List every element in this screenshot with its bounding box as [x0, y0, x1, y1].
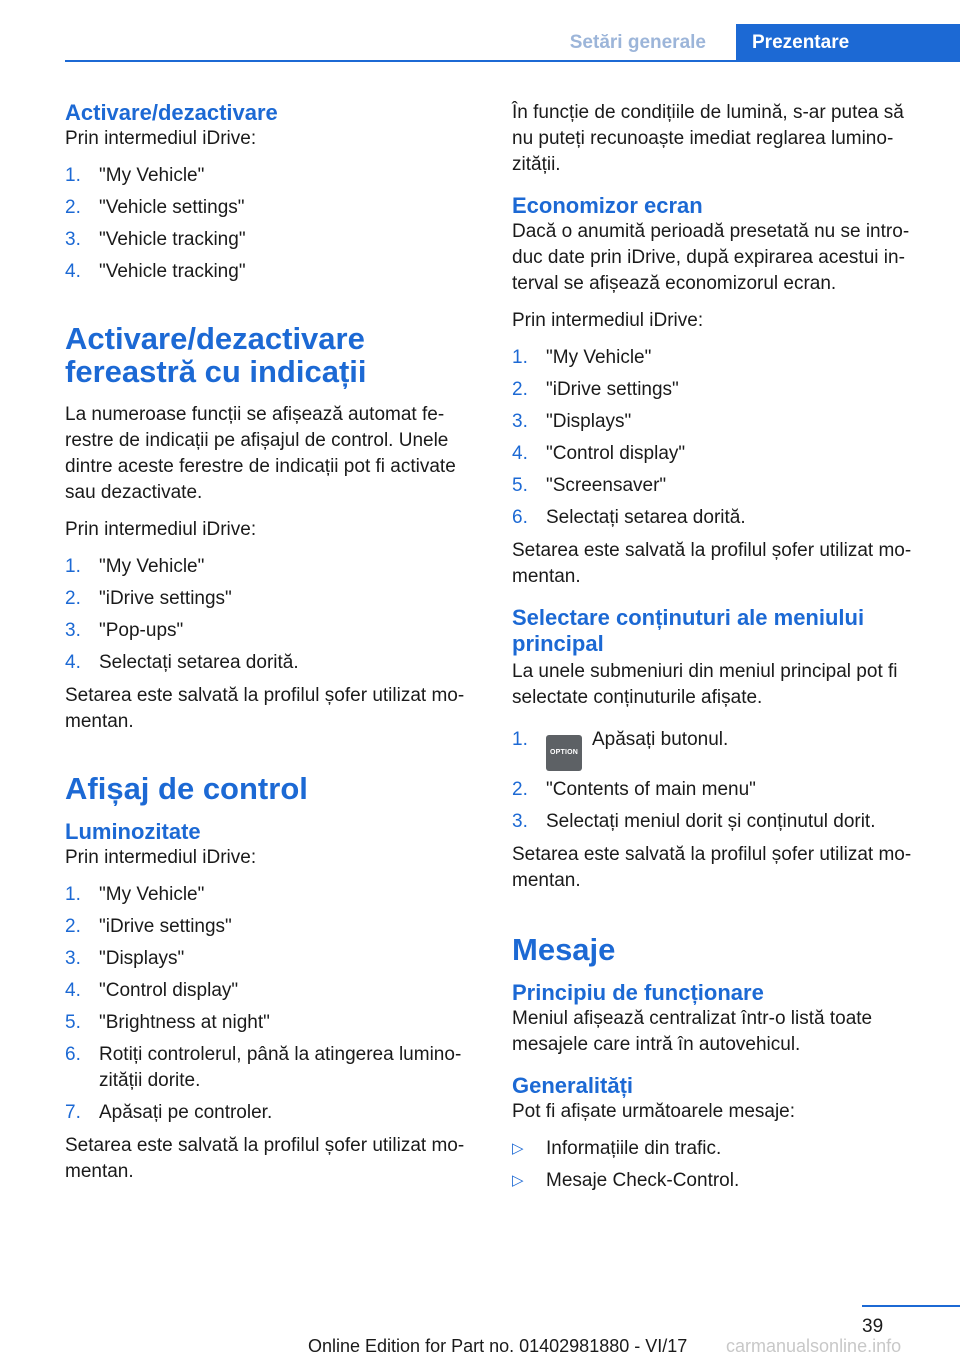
list-item: [512, 1168, 930, 1194]
steps-list-ferestre: [65, 554, 480, 676]
step-number: 3.: [65, 229, 81, 250]
edition-text: Online Edition for Part no. 01402981880 - VI/17: [308, 1336, 688, 1356]
subsection-title-principiu: Principiu de funcționare: [512, 980, 764, 1005]
section-title-afisaj: Afișaj de control: [65, 771, 308, 806]
step-number: 4.: [65, 980, 81, 1001]
list-item: [65, 618, 480, 644]
list-item: [512, 505, 930, 531]
step-text: Selectați meniul dorit și conținutul dorit.: [546, 811, 876, 832]
step-text: "My Vehicle": [99, 556, 205, 577]
step-number: 2.: [65, 588, 81, 609]
note-text: Setarea este salvată la profilul șofer utilizat momentan.: [65, 685, 465, 732]
step-number: 5.: [512, 475, 528, 496]
step-text: Rotiți controlerul, până la atingerea luminozității dorite.: [99, 1044, 462, 1091]
right-column: [512, 100, 930, 1201]
steps-list-economizor: [512, 345, 930, 531]
step-number: 1.: [65, 884, 81, 905]
description-text: La numeroase funcții se afișează automat ferestre de indicații pe afișajul de control. Unele dintre aceste ferestre de indicații pot fi activate sau dezactivate.: [65, 404, 456, 503]
left-column: [65, 100, 480, 1196]
list-item: [65, 1042, 480, 1094]
list-item: [512, 727, 930, 771]
list-item: [512, 777, 930, 803]
step-number: 1.: [65, 556, 81, 577]
option-button-icon: OPTION: [546, 735, 582, 771]
tab-prezentare[interactable]: Prezentare: [736, 24, 960, 62]
step-text: Selectați setarea dorită.: [546, 507, 746, 528]
list-item: [65, 554, 480, 580]
list-item: [65, 978, 480, 1004]
list-item: [512, 409, 930, 435]
step-text: "iDrive settings": [99, 588, 232, 609]
subsection-title-economizor: Economizor ecran: [512, 193, 703, 218]
section-title-mesaje: Mesaje: [512, 932, 616, 967]
subsection-title-luminozitate: Luminozitate: [65, 819, 201, 844]
step-number: 5.: [65, 1012, 81, 1033]
list-item: [65, 914, 480, 940]
step-number: 2.: [65, 916, 81, 937]
triangle-bullet-icon: ▷: [512, 1172, 524, 1189]
note-text: Setarea este salvată la profilul șofer utilizat momentan.: [512, 540, 912, 587]
step-number: 4.: [65, 652, 81, 673]
step-number: 7.: [65, 1102, 81, 1123]
subsection-title-generalitati: Generalități: [512, 1073, 634, 1098]
page-number: 39: [862, 1316, 884, 1337]
list-item: [65, 1100, 480, 1126]
step-number: 3.: [65, 948, 81, 969]
step-number: 3.: [65, 620, 81, 641]
step-number: 6.: [65, 1044, 81, 1065]
description-text: Meniul afișează centralizat într-o listă toate mesajele care intră în autovehicul.: [512, 1008, 873, 1055]
description-text: La unele submeniuri din meniul principal pot fi selectate conținuturile afișate.: [512, 661, 898, 708]
step-text: Apăsați pe controler.: [99, 1102, 273, 1123]
bullet-list-mesaje: [512, 1136, 930, 1194]
list-item: [512, 377, 930, 403]
list-item: [65, 1010, 480, 1036]
bullet-text: Mesaje Check-Control.: [546, 1170, 740, 1191]
triangle-bullet-icon: ▷: [512, 1140, 524, 1157]
list-item: [512, 809, 930, 835]
intro-text: Pot fi afișate următoarele mesaje:: [512, 1101, 796, 1122]
list-item: [65, 163, 480, 189]
intro-text: Prin intermediul iDrive:: [65, 519, 257, 540]
step-text: "Contents of main menu": [546, 779, 756, 800]
list-item: [65, 650, 480, 676]
intro-text: Prin intermediul iDrive:: [65, 128, 257, 149]
step-number: 4.: [512, 443, 528, 464]
step-number: 2.: [512, 779, 528, 800]
step-text: "Displays": [546, 411, 632, 432]
step-number: 1.: [512, 729, 528, 750]
list-item: [512, 473, 930, 499]
list-item: [512, 345, 930, 371]
footer-rule: [862, 1305, 960, 1307]
step-text: "My Vehicle": [99, 884, 205, 905]
step-text: "iDrive settings": [546, 379, 679, 400]
step-text: "My Vehicle": [99, 165, 205, 186]
step-text: "Brightness at night": [99, 1012, 270, 1033]
intro-text: Prin intermediul iDrive:: [512, 310, 704, 331]
step-number: 4.: [65, 261, 81, 282]
title-line: Activare/dezactivare: [65, 321, 365, 356]
step-text: "Control display": [546, 443, 686, 464]
list-item: [65, 259, 480, 285]
steps-list-luminozitate: [65, 882, 480, 1126]
tab-setari-generale[interactable]: Setări generale: [569, 32, 706, 53]
section-title-activare: Activare/dezactivare: [65, 100, 278, 125]
step-number: 2.: [512, 379, 528, 400]
list-item: [65, 586, 480, 612]
list-item: [65, 227, 480, 253]
steps-list-activare: [65, 163, 480, 285]
step-number: 1.: [512, 347, 528, 368]
step-text: "Screensaver": [546, 475, 667, 496]
list-item: [65, 946, 480, 972]
bullet-text: Informațiile din trafic.: [546, 1138, 722, 1159]
list-item: [65, 882, 480, 908]
list-item: [65, 195, 480, 221]
step-text: "Vehicle tracking": [99, 261, 246, 282]
step-number: 3.: [512, 411, 528, 432]
step-text: Apăsați butonul.: [592, 729, 729, 750]
step-number: 3.: [512, 811, 528, 832]
step-text: Selectați setarea dorită.: [99, 652, 299, 673]
step-text: "Pop-ups": [99, 620, 184, 641]
step-text: "Control display": [99, 980, 239, 1001]
step-number: 2.: [65, 197, 81, 218]
step-number: 1.: [65, 165, 81, 186]
note-text: Setarea este salvată la profilul șofer utilizat momentan.: [512, 844, 912, 891]
description-text: Dacă o anumită perioadă presetată nu se introduc date prin iDrive, după expirarea acestui interval se afișează economizorul ecran.: [512, 221, 910, 294]
intro-text: Prin intermediul iDrive:: [65, 847, 257, 868]
step-text: "Vehicle settings": [99, 197, 245, 218]
step-number: 6.: [512, 507, 528, 528]
title-line: fereastră cu indicații: [65, 354, 367, 389]
brightness-note-text: În funcție de condițiile de lumină, s-ar putea să nu puteți recunoaște imediat reglarea luminozității.: [512, 102, 904, 175]
step-text: "Displays": [99, 948, 185, 969]
list-item: [512, 441, 930, 467]
subsection-title-meniu-principal: Selectare conținuturi ale meniului principal: [512, 605, 865, 656]
steps-list-meniu: [512, 727, 930, 835]
step-text: "iDrive settings": [99, 916, 232, 937]
section-title-ferestre: [65, 322, 480, 388]
step-text: "Vehicle tracking": [99, 229, 246, 250]
header-rule: [65, 60, 960, 62]
watermark: carmanualsonline.info: [726, 1336, 902, 1356]
list-item: [512, 1136, 930, 1162]
step-text: "My Vehicle": [546, 347, 652, 368]
note-text: Setarea este salvată la profilul șofer utilizat momentan.: [65, 1135, 465, 1182]
